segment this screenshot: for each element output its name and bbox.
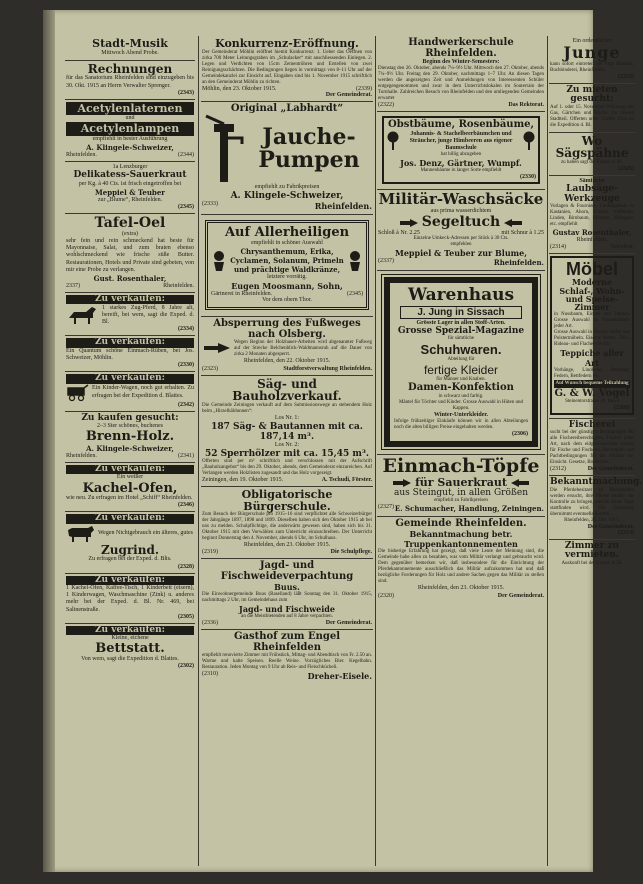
ad-sub: zur „Blume“, Rheinfelden. (97, 196, 163, 203)
ad-body: empfiehlt in bester Ausführung (92, 135, 168, 142)
ad-signature: Der Gemeinderat. (497, 592, 544, 599)
ad-body: per Kg. à 40 Cts. ist frisch eingetroffen bei (78, 180, 182, 187)
ad-sub: für Sauerkraut (415, 475, 507, 489)
ad-number: (2343) (178, 89, 194, 96)
ad-body-2: empfiehlt zu Fabrikpreisen (434, 497, 488, 503)
ad-price-2: mit Schnur à 1.25 (501, 229, 544, 236)
ad-gasthof (201, 630, 373, 684)
column-rule (547, 36, 548, 866)
ad-town: Rheinfelden. (314, 201, 372, 212)
column-rule (198, 36, 199, 866)
ad-title: Rechnungen (87, 61, 173, 76)
ad-body-2: an die Meistbietenden auf 8 Jahre verpachten. (241, 614, 333, 620)
ad-fussweg (201, 317, 373, 375)
ad-sauerkraut (65, 162, 195, 214)
ad-title: Zu verkaufen: (66, 626, 194, 635)
pram-icon (66, 384, 90, 402)
ad-sub: Bekanntmachung betr. Truppenkantonnementen (404, 529, 518, 550)
ad-sub: Moderne Schlaf-, Wohn- und Speise-Zimmer (559, 277, 625, 313)
ad-number: (2341) (178, 452, 194, 459)
ad-sub: Kleine, eichene (111, 635, 149, 642)
ad-title: Zu verkaufen: (66, 374, 194, 383)
ad-number: (2319) (202, 549, 218, 556)
ad-sub: Beginn des Winter-Semesters: (422, 59, 500, 65)
ad-title: Stadt-Musik (92, 37, 168, 50)
ad-body-2: hat billig abzugeben (440, 152, 482, 158)
ad-einmachtoepfe (377, 455, 545, 517)
ad-headline: Kachel-Ofen, (82, 480, 178, 496)
ad-hausrat (65, 574, 195, 624)
ad-zugrind (65, 512, 195, 573)
ad-shop: Meppiel & Teuber (95, 187, 165, 197)
ad-body: sucht bei der günstigen Bedingungen für alle Fischereiberechtigten. Fischer jeder Art, nach dem eidgenössischen Gesetz für Fische und Fischerei. Revierplan und Pachtbedingungen für die Pächter zur Einsicht. Gesetze, Brochüren. (550, 430, 634, 466)
ad-title: Militär-Waschsäcke (378, 190, 544, 209)
ad-date: Möhlin, den 23. Oktober 1915. (202, 85, 277, 92)
ad-headline: Wo Sägspähne (555, 133, 629, 161)
ad-zumieten (549, 84, 635, 133)
horse-icon (66, 304, 100, 326)
ad-number: (2320) (378, 592, 394, 599)
pointing-hand-icon (503, 218, 523, 228)
pointing-hand-icon (202, 340, 232, 358)
ad-title: Zu verkaufen: (66, 465, 194, 474)
ad-headline: Laubsäge-Werkzeuge (564, 184, 620, 204)
ad-title: Gasthof zum Engel Rheinfelden (233, 631, 341, 653)
ad-number: (2329) (618, 166, 634, 173)
ad-small: 1a Lenzburger (112, 164, 148, 171)
ad-town: Rheinfelden. (163, 282, 194, 289)
ad-number: (2342) (178, 401, 194, 408)
ad-town: Rheinfelden. (66, 152, 97, 159)
ad-signature: Der Gemeinderat. (325, 620, 372, 627)
ad-einmachrueben (65, 336, 195, 372)
ad-note: Auf Wunsch bequeme Teilzahlung (555, 380, 629, 386)
ad-jauchepumpen (201, 102, 373, 216)
ad-footer: Infolge frühzeitiger Einkäufe können wir in allen Abteilungen noch die alten billigen Preise eingehalten werden. (394, 419, 528, 431)
ad-line: Mäntel für Töchter und Kinder. Grosse Auswahl in Hüten und Kappen. (398, 399, 524, 411)
ad-body-2: Grosse Auswahl in Divans, Sofas und Polstermöbeln. Eiserne Betten. Tüll-, Rideau- und Flachen-Stoffe. (554, 329, 630, 347)
ad-body: Ein Quantum schöne Einmach-Rüben, bei Jos. Schweizer, Möhlin. (66, 347, 194, 362)
ad-signature: A. Tschudi, Förster. (321, 477, 372, 484)
ad-title: Säg- und Bauholzverkauf. (232, 376, 342, 404)
ad-acetylen (65, 100, 195, 162)
ad-body: wie neu. Zu erfragen im Hotel „Schiff“ Rheinfelden. (66, 495, 193, 502)
ad-shop: Meppiel & Teuber zur Blume, (394, 247, 528, 258)
ad-date: Rheinfelden, den 23. Oktober 1915. (243, 542, 331, 549)
ad-signature: Das Rektorat. (508, 102, 544, 109)
ad-telephone: Telephon. (610, 244, 634, 251)
ad-signature: Die Schulpflege. (330, 549, 372, 556)
ad-items: Chrysanthemum, Erika, Cyclamen, Solanum, Primeln und prächtige Waldkränze, (230, 247, 344, 275)
ad-signature: Der Gemeinderat. (325, 91, 372, 98)
ad-dept: Abteilung für (447, 357, 475, 363)
ad-body: Wegen Nichtgebrauch ein älteres, gutes (98, 530, 193, 537)
ad-price-1: Schloß à Nr. 2.25 (378, 229, 420, 236)
flowerpot-icon (211, 250, 227, 272)
ad-note: in schwarz und farbig. (438, 393, 484, 399)
ad-body: Grösste Lager in allen Stoff-Arten. (416, 319, 506, 326)
ad-number: (2344) (178, 152, 194, 159)
ad-town: Rheinfelden. (576, 237, 608, 244)
ad-militaer-waschsaecke (377, 190, 545, 271)
ad-body: sehr fein und rein schmeckend hat beste für Mayonnaise, Salat, und zum braten ebenso wohlschmeckend wie frische süße Butter. Restaurationen, Hotels und Private sind gebeten, von mir eine Probe zu verlangen. (66, 238, 194, 273)
column-rule (375, 36, 376, 866)
ad-headline: Junge (563, 43, 621, 63)
ad-brennholz (65, 412, 195, 463)
ad-headline-3: fertige Kleider (423, 363, 499, 378)
ad-number: (2306) (512, 431, 528, 438)
ad-town: Rheinfelden. (493, 257, 544, 267)
ad-body: aus Steingut, in allen Größen (393, 487, 528, 498)
ad-date: Zeiningen, den 19. Oktober 1915. (202, 477, 284, 484)
tree-icon (522, 131, 536, 151)
ad-mid: Jagd- und Fischweide (239, 604, 335, 615)
ad-headline: Segeltuch (421, 214, 501, 231)
ad-number: (2305) (178, 613, 194, 620)
ad-konkurrenz (201, 38, 373, 102)
ad-body: Ein Kinder-Wagen, noch gut erhalten. Zu erfragen bei der Expedition d. Blattes. (92, 385, 194, 399)
ad-title: Einmach-Töpfe (382, 455, 540, 478)
ad-body: Zum Besuch der Bürgerschule pro 1915–16 sind verpflichtet alle Schweizerbürger der Jahrgänge 1897, 1898 und 1899. Dieselben haben sich den Oktober 1915 ab bei uns zu melden. Schulpflichtige, die anderwärts gewesen sind, haben sich bis 31. Oktober 1915 mit dem Vorwählen zum Unterricht einzuschreiben. Der Unterricht beginnt Donnerstag den 4. November, abends 6 Uhr, im Schulhaus. (202, 512, 372, 542)
ad-zimmer (549, 540, 635, 570)
ad-number: (2345) (347, 291, 363, 298)
ad-number: (2313) (618, 529, 634, 536)
ad-text: und (125, 115, 135, 122)
ad-jagd (201, 559, 373, 630)
ad-date: Rheinfelden, 20. Okt. 1915. (564, 517, 620, 523)
ad-sub: (extra) (122, 230, 138, 237)
ad-title: Zu verkaufen: (66, 576, 194, 585)
ad-title: Zu verkaufen: (66, 338, 194, 347)
ad-number: (2337) (378, 257, 394, 264)
ad-title: Absperrung des Fußweges nach Olsberg. (213, 318, 361, 340)
ad-headline: Zugrind. (100, 542, 160, 557)
ad-body: 1 starkes Zug-Pferd, 8 Jahre alt, bereift, bei wem, sagt die Exped. d. Bl. (102, 304, 194, 326)
ad-note: Mannenbäume in langer Sorte empfiehlt (420, 168, 502, 174)
ad-body: Die bisherige Erfahrung hat gezeigt, daß viele Leute der Meinung sind, die Gemeinde habe allen zu bezahlen, was vom Militär verlangt und gebraucht wird. Dem gegenüber bemerken wir, daß insbesondere für die Einrichtung der Pferdekantonnemente ausschließlich das Militär aufzukommen hat und daß bezügliche Forderungen für Holz und andere Sachen gegen das Militär zu stellen sind. (378, 549, 544, 585)
ad-sub: Buus. (274, 582, 300, 593)
column-3 (377, 38, 545, 864)
ad-title: Zu kaufen gesucht: (81, 412, 179, 423)
ad-warenhaus (377, 271, 545, 455)
ad-number: (2334) (178, 326, 194, 333)
ad-title: Handwerkerschule Rheinfelden. (408, 37, 514, 59)
ad-title: Fischerei (568, 419, 616, 430)
pump-icon (202, 114, 246, 184)
ad-lot-2: Los Nr. 2: (274, 442, 300, 448)
ad-headline-2: Schuhwaren. (420, 342, 502, 358)
ad-body: Die Pferdebesitzer zu Rheinfelden werden ersucht, ihre Pferde wieder zur Kontrolle zu bringen, welche dieser Tage stattfinden wird. Die Gemeinde übernimmt eventuelle Kosten. (550, 487, 634, 517)
ad-address: Steinentorstrasse 40, Basel (565, 398, 619, 404)
ad-number: (2322) (378, 102, 394, 109)
ad-shop: A. Klingele-Schweizer, (230, 191, 344, 202)
ad-truppenkantonnemente (377, 517, 545, 602)
ad-title: Sämtliche (579, 178, 605, 185)
ad-body: Einzelne Umkeck-Adressen per Stück à 30 Cts. (413, 235, 509, 241)
ad-number: (2346) (178, 502, 194, 509)
ad-kachelofen (65, 463, 195, 512)
ad-number: (2345) (178, 204, 194, 211)
book-spine (43, 10, 55, 872)
ad-handwerkerschule (377, 38, 545, 112)
ad-shop: A. Klingele-Schweizer, (86, 143, 174, 153)
ad-body: 2–3 Ster schönes, buchenes (97, 423, 163, 430)
ad-body: 1 Kachel-Ofen, Kaffee-Tisch, 1 Kinderbett (eisern), 1 Kinderwagen, Waschmaschine (Zink) u. anderes mehr bei der Exped. d. Bl. Nr. 469, bei Salinenstraße. (66, 585, 194, 613)
pointing-hand-icon (510, 478, 530, 488)
ad-body: kann sofort eintreten bei Fritz Brunner, Buchbinderei, Rheinfelden. (550, 61, 634, 73)
ad-fischerei (549, 419, 635, 476)
ad-bettstatt (65, 624, 195, 672)
ad-body: Auf 1. oder 15. November Wohnung mit Gas, Gärtchen und Küche, im oberen Stadtteil. Offerten unter Chiffre 2335 an die Expedition d. Bl. (550, 104, 634, 128)
ad-title: Gemeinde Rheinfelden. (395, 517, 527, 529)
ad-body: Auskunft bei der Exped. d. Bl. (561, 560, 623, 566)
ad-signature: Der Gemeinderat. (587, 523, 634, 530)
ad-headline-4: Damen-Konfektion (408, 382, 514, 394)
ad-headline: Bettstatt. (95, 641, 165, 657)
ad-body-2: letztere vorrätig. (267, 274, 307, 281)
ad-allerheiligen (201, 215, 373, 317)
ad-headline: Grosse Spezial-Magazine (397, 325, 525, 336)
ad-shop: Jos. Denz, Gärtner, Wumpf. (400, 158, 522, 169)
ad-title: Zu mieten gesucht: (566, 84, 618, 105)
ad-body: empfiehlt renovierte Zimmer mit Frühstück, Mittag- und Abendtisch von Fr. 2.50 an. Warme und kalte Speisen. Reelle Weine. Vorzügliches Bier. Kegelbahn. Restauration. Jeden Montag von 9 Uhr ab Reis- und Fleischkücheli. (202, 653, 372, 671)
ad-title: Ein ordentlicher (572, 38, 612, 44)
ad-body-2: empfehlen (450, 241, 472, 247)
ad-shop: A. Klingele-Schweizer, (86, 443, 174, 453)
ad-body: in Nussbaum, Eichen und Tannen. Grosse Auswahl in Einzelmöbeln jeder Art. (554, 311, 630, 329)
ad-number: (2302) (178, 663, 194, 670)
ad-shop: Eugen Moosmann, Sohn, (231, 281, 343, 292)
ad-buergerschule (201, 487, 373, 559)
ad-saegspaehne (549, 133, 635, 176)
ad-sub: aus prima wasserdichtem (430, 208, 492, 214)
ad-line-1: 187 Säg- & Bautannen mit ca. 187,14 m³. (211, 422, 363, 442)
ad-title-2: Acetylenlampen (66, 122, 194, 136)
ad-title: Konkurrenz-Eröffnung. (215, 37, 359, 50)
ad-zugpferd (65, 293, 195, 336)
ad-body: für das Sanatorium Rheinfelden sind einzugeben bis 30. Okt. 1915 an Herrn Verwalter Sprenger. (66, 75, 194, 89)
ad-title: Zu verkaufen: (66, 295, 194, 304)
ad-rechnungen (65, 61, 195, 100)
ad-number: (2336) (202, 620, 218, 627)
ad-body: Wegen Beginn der Holzhauer-Arbeiten wird abgenannter Fußweg auf der Strecke Belchenblick-Waldmannsruh auf die Dauer von zirka 2 Monaten abgesperrt. (234, 340, 372, 358)
ad-for-2: für Männer und Knaben. (436, 377, 486, 383)
ad-headline: Brenn-Holz. (85, 429, 175, 445)
ad-junge (549, 38, 635, 84)
ad-stadtmusik (65, 38, 195, 61)
ad-holzverkauf (201, 376, 373, 488)
ad-body: Die Gemeinde Zeiningen verkauft auf dem Submissionswege an stehendem Holz beim „Hirzelhäldunnen“: (202, 402, 372, 414)
ad-title: Original „Labhardt“ (230, 102, 344, 114)
ad-title: Zimmer zu vermieten. (564, 540, 620, 561)
ad-note: Vor dem obern Thor. (262, 297, 312, 304)
ad-title: Obstbäume, Rosenbäume, (387, 119, 534, 131)
column-2 (201, 38, 373, 864)
ad-shop: Gustav Rosenthaler, (552, 228, 632, 238)
tree-icon (386, 131, 400, 151)
ad-body: empfiehlt zu Fabrikpreisen (254, 184, 320, 191)
ad-number: (2328) (178, 563, 194, 570)
ad-title: Jagd- und Fischweideverpachtung (220, 560, 354, 582)
ad-shop: G. & W. Vogel (554, 387, 630, 399)
ad-title: Zu verkaufen: (66, 514, 194, 523)
flowerpot-icon (347, 250, 363, 272)
ad-title: Auf Allerheiligen (224, 225, 350, 241)
ad-line-2: Winter-Unterkleider. (434, 411, 488, 418)
ad-number: (2309) (614, 404, 630, 411)
ad-body: Der Gemeinderat Möhlin eröffnet hiemit Konkurrenz: 1. Ueber das Oeffnen von zirka 700 Meter Leitungsgraben im „Schulacker“ mit anschliessenden Einlegen. 2. Legen und Verdichten von 15cm Zementröhren und Erstellen von zwei Reinigungsschächten. Die Bedingungen liegen in vormittags von 8–11 Uhr auf der Gemeindekanzlei zur Einsicht auf. Eingaben sind bis 1. November 1915 schriftlich an den Gemeinderat Möhlin zu richten. (202, 49, 372, 85)
ad-body: Von wem, sagt die Expedition d. Blattes. (81, 656, 179, 663)
ad-date: Rheinfelden, den 22. Oktober 1915. (243, 358, 331, 365)
cow-icon (66, 524, 96, 544)
ad-title: Warenhaus (407, 284, 515, 305)
ad-number: (2330) (178, 362, 194, 369)
ad-for: für sämtliche (447, 336, 475, 342)
ad-title: Delikatess-Sauerkraut (73, 170, 187, 181)
ad-town: Gärtnerei in Rheinfelden. (211, 291, 273, 298)
ad-number: (2314) (550, 244, 566, 251)
ad-sub: Ein weißer (116, 474, 144, 481)
ad-number: 2337) (66, 282, 80, 289)
ad-body-2: Offerten sind per m³ schriftlich und verschlossen mit der Aufschrift „Bauholzangebot“ bis den 29. Oktober, abends, dem Gemeinderat einzureichen. Auf Verlangen werden Holzlisten zugesandt und das Holz vorgezeigt. (202, 459, 372, 477)
ad-kinderwagen (65, 372, 195, 411)
ad-headline-2: Pumpen (258, 147, 360, 174)
ad-body: Dienstag den 26. Oktober, abends 7¼–9½ Uhr. Mittwoch den 27. Oktober, abends 7¼–9½ Uhr. Freitag den 29. Oktober, nachmittags 1–7 Uhr. An diesen Tagen werden die angezeigten Zeit und Anmeldungen von Interessenten Schüler entgegengenommen und zwar in dem Unterrichtslokalen im Souterrain der Turnhalle. Zahlreichen Besuch von Rheinfelden und den umliegenden Gemeinden erwartet (378, 66, 544, 102)
column-1 (65, 38, 195, 864)
ad-town: Rheinfelden. (66, 452, 97, 459)
ad-shop: E. Schumacher, Handlung, Zeiningen. (394, 503, 544, 513)
ad-moebel (549, 254, 635, 419)
ad-title: Tafel-Oel (94, 215, 166, 232)
ad-number: (2310) (202, 671, 218, 678)
ad-title: Bekanntmachung. (550, 477, 643, 488)
ad-number: (2323) (202, 365, 218, 372)
ad-number: (2339) (356, 85, 372, 92)
ad-body: Vorlagen & Fourniere, Laubsägeholz in Kastanien, Ahorn, Ulmen, Nußbaum, Linden, Birnbaum, Pflaume, Mahagoni etc. empfiehlt (550, 204, 634, 228)
ad-body: empfiehlt in schöner Auswahl (251, 239, 323, 246)
ad-body: Mittwoch Abend Probe. (101, 49, 159, 56)
ad-body-2: Zu erfragen bei der Exped. d. Blts. (88, 556, 172, 563)
ad-signature: Der Gemeinderat. (587, 466, 634, 473)
ad-title: Möbel (566, 259, 618, 280)
ad-title: Acetylenlaternen (66, 102, 194, 116)
ad-signature: Stadtforstverwaltung Rheinfelden. (283, 365, 372, 372)
ad-number: (2327) (378, 503, 394, 510)
ad-signature: Dreher-Eisele. (307, 671, 372, 682)
ad-line-2: 52 Sperrhölzer mit ca. 15,45 m³. (204, 449, 370, 460)
ad-body: Johannis- & Stachelbeerbäumchen und Sträucher, junge Himbeeren aus eigener Baumschule (409, 130, 513, 152)
ad-body-3: Vorhänge, Linoleum, Bettzeug, Federn, Bettfedern etc. (554, 367, 630, 379)
ad-obstbaeume (377, 112, 545, 190)
ad-headline: Jauche- (262, 123, 356, 150)
ad-body: zu haben sagt die Exped. d. Bl. (560, 160, 624, 166)
ad-number: (2330) (520, 174, 536, 181)
ad-bekanntmachung (549, 476, 643, 539)
ad-date: Rheinfelden, den 23. Oktober 1915. (417, 585, 505, 592)
ad-sub: J. Jung in Sissach (400, 306, 522, 319)
ad-lot-1: Los Nr. 1: (274, 414, 300, 421)
pointing-hand-icon (399, 218, 419, 228)
ad-teppich: Teppiche aller Art (560, 347, 624, 368)
ad-number: (2333) (202, 201, 218, 208)
ad-tafeloel (65, 214, 195, 293)
ad-shop: Gust. Rosenthaler, (93, 273, 167, 283)
ad-body: Die Einwohnergemeinde Buus (Baselland) läßt Sonntag den 31. Oktober 1915, nachmittags 2 Uhr, im Gemeindehaus zum (202, 592, 372, 604)
ad-laubsaege (549, 176, 635, 254)
newspaper-page (43, 10, 643, 872)
column-4 (549, 38, 643, 864)
ad-number: (2333) (618, 73, 634, 80)
pointing-hand-icon (392, 478, 412, 488)
ad-title: Obligatorische Bürgerschule. (241, 488, 333, 513)
ad-number: (2312) (550, 466, 566, 473)
